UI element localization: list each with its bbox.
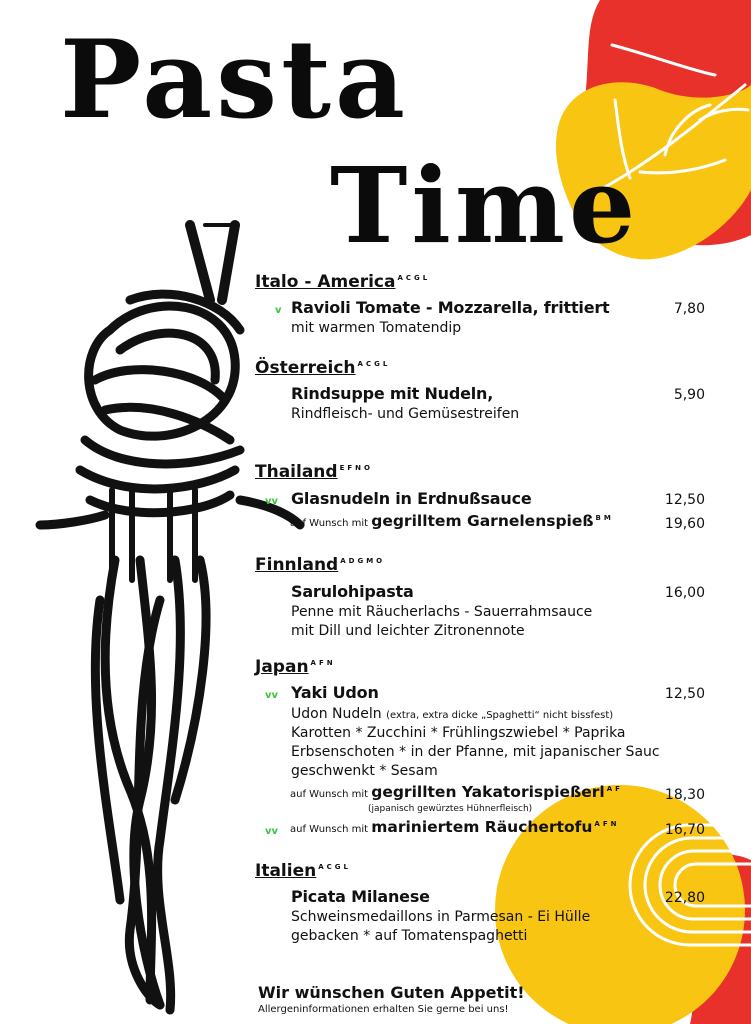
section-heading-italo-america: Italo - America ACGL <box>255 272 431 292</box>
veg-badge: vv <box>265 690 279 701</box>
allergen-codes: ADGMO <box>340 557 386 565</box>
title-time: Time <box>330 144 640 267</box>
dish-name: Ravioli Tomate - Mozzarella, frittiert <box>291 298 610 317</box>
dish-name: Sarulohipasta <box>291 582 414 601</box>
option-price: 18,30 <box>664 787 705 803</box>
section-heading-italien: Italien ACGL <box>255 861 351 881</box>
dish-option: auf Wunsch mit gegrillten Yakatorispießerl AF <box>290 783 623 801</box>
section-heading-thailand: Thailand EFNO <box>255 462 373 482</box>
allergen-codes: ACGL <box>318 863 351 871</box>
dish-description: Penne mit Räucherlachs - Sauerrahmsauce <box>291 604 593 620</box>
dish-name: Picata Milanese <box>291 887 430 906</box>
veg-badge: vv <box>265 496 279 507</box>
fork-icon <box>40 225 300 1010</box>
dish-price: 16,00 <box>664 585 705 601</box>
dish-description: mit Dill und leichter Zitronennote <box>291 623 525 639</box>
dish-description: geschwenkt * Sesam <box>291 763 438 779</box>
dish-price: 5,90 <box>673 387 705 403</box>
footer-wish: Wir wünschen Guten Appetit! <box>258 983 525 1002</box>
dish-description: Udon Nudeln (extra, extra dicke „Spaghetti“ nicht bissfest) <box>291 706 614 722</box>
section-heading-finnland: Finnland ADGMO <box>255 555 386 575</box>
option-note: (japanisch gewürztes Hühnerfleisch) <box>368 804 533 814</box>
title-pasta: Pasta <box>60 17 409 143</box>
dish-price: 22,80 <box>664 890 705 906</box>
option-price: 16,70 <box>664 822 705 838</box>
dish-name: Yaki Udon <box>291 683 379 702</box>
dish-description: Karotten * Zucchini * Frühlingszwiebel * Paprika <box>291 725 626 741</box>
allergen-codes: ACGL <box>397 274 431 282</box>
footer-allergen-note: Allergeninformationen erhalten Sie gerne bei uns! <box>258 1004 509 1015</box>
dish-description: Schweinsmedaillons in Parmesan - Ei Hülle <box>291 909 591 925</box>
dish-option: auf Wunsch mit gegrilltem Garnelenspieß BM <box>290 512 614 530</box>
dish-description: gebacken * auf Tomatenspaghetti <box>291 928 528 944</box>
dish-description: mit warmen Tomatendip <box>291 320 462 336</box>
allergen-codes: ACGL <box>357 360 391 368</box>
dish-price: 12,50 <box>664 492 705 508</box>
dish-description: Rindfleisch- und Gemüsestreifen <box>291 406 520 422</box>
dish-name: Rindsuppe mit Nudeln, <box>291 384 494 403</box>
section-heading-oesterreich: Österreich ACGL <box>255 358 391 378</box>
dish-option: auf Wunsch mit mariniertem Räuchertofu AFN <box>290 818 620 836</box>
dish-description: Erbsenschoten * in der Pfanne, mit japanischer Sauc <box>291 744 660 760</box>
veg-badge: v <box>275 305 282 316</box>
dish-name: Glasnudeln in Erdnußsauce <box>291 489 532 508</box>
veg-badge: vv <box>265 826 279 837</box>
section-heading-japan: Japan AFN <box>255 657 336 677</box>
option-price: 19,60 <box>664 516 705 532</box>
allergen-codes: AFN <box>310 659 336 667</box>
dish-price: 12,50 <box>664 686 705 702</box>
dish-price: 7,80 <box>673 301 705 317</box>
allergen-codes: EFNO <box>339 464 373 472</box>
